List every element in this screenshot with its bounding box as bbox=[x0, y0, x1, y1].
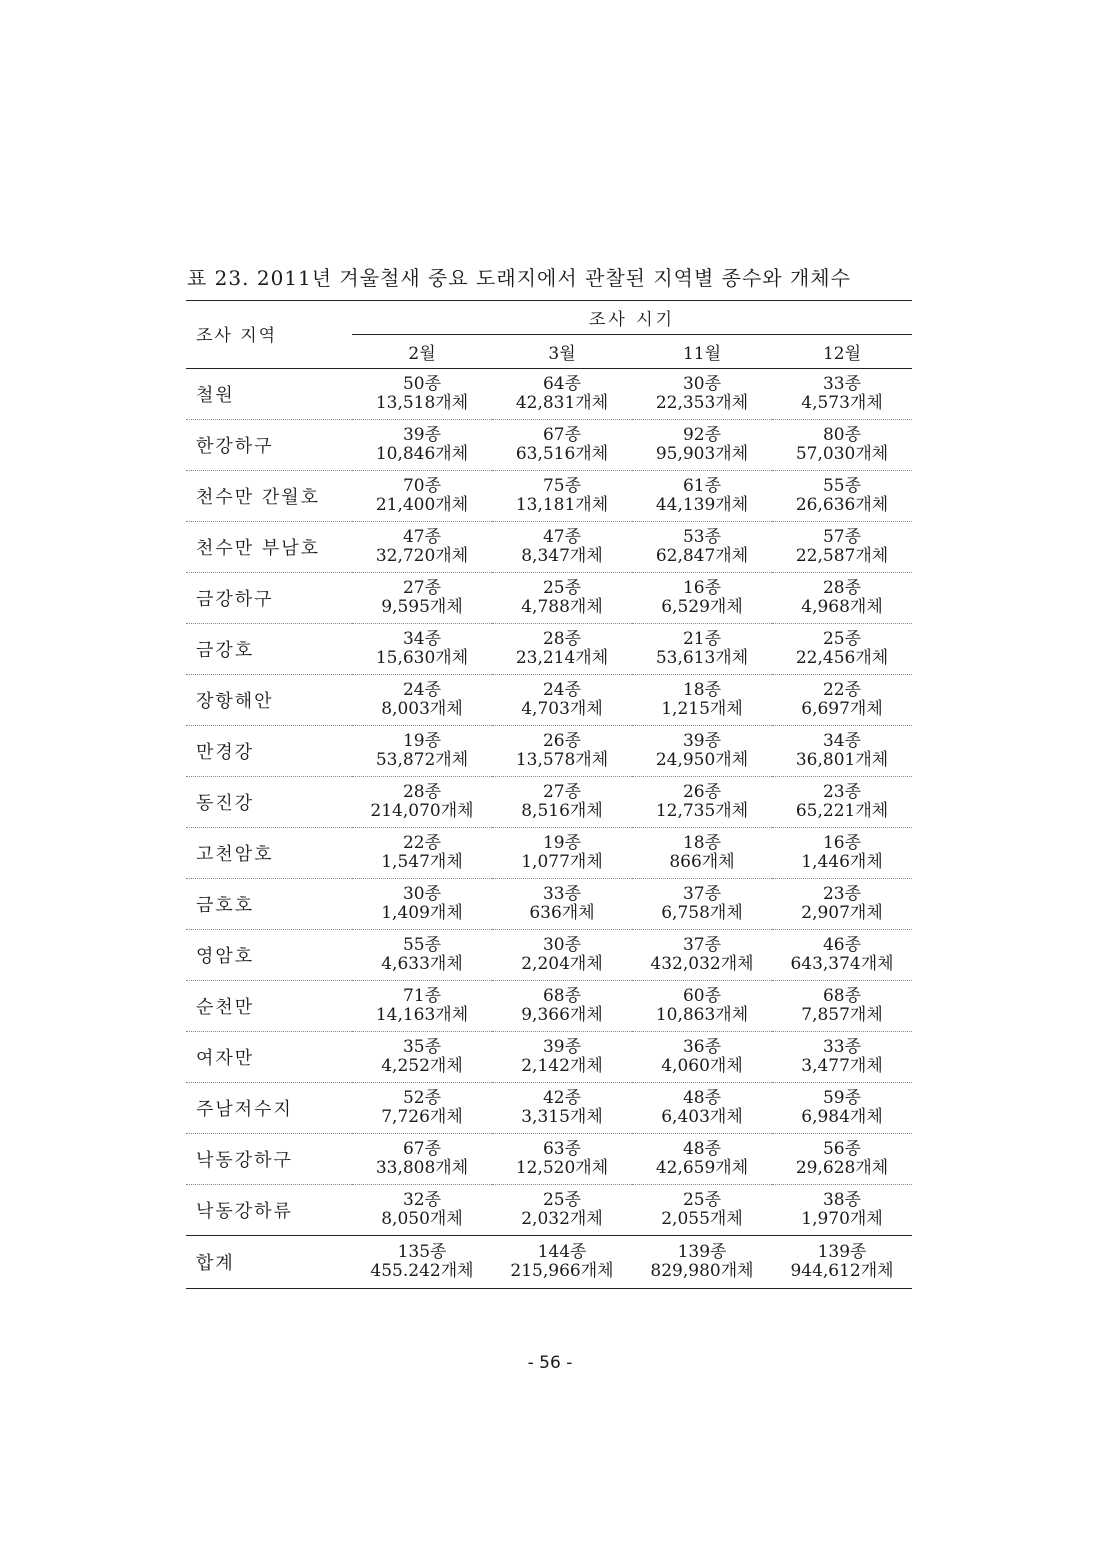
individual-count: 4,788개체 bbox=[521, 597, 603, 617]
individual-count: 3,477개체 bbox=[801, 1056, 883, 1076]
species-count: 28종 bbox=[822, 578, 862, 598]
individual-count: 4,060개체 bbox=[661, 1056, 743, 1076]
individual-count: 26,636개체 bbox=[795, 495, 889, 515]
data-cell bbox=[492, 1134, 632, 1185]
data-cell bbox=[492, 522, 632, 573]
table-row bbox=[186, 369, 912, 420]
species-count: 21종 bbox=[682, 629, 722, 649]
species-count: 61종 bbox=[682, 476, 722, 496]
species-count: 75종 bbox=[542, 476, 582, 496]
data-cell bbox=[772, 624, 912, 675]
species-count: 26종 bbox=[682, 782, 722, 802]
species-count: 23종 bbox=[822, 782, 862, 802]
species-count: 39종 bbox=[542, 1037, 582, 1057]
individual-count: 42,659개체 bbox=[655, 1158, 749, 1178]
species-count: 55종 bbox=[402, 935, 442, 955]
individual-count: 4,703개체 bbox=[521, 699, 603, 719]
species-count: 48종 bbox=[682, 1088, 722, 1108]
individual-count: 8,050개체 bbox=[381, 1209, 463, 1229]
data-cell bbox=[772, 981, 912, 1032]
individual-count: 1,409개체 bbox=[381, 903, 463, 923]
species-count: 59종 bbox=[822, 1088, 862, 1108]
individual-count: 6,697개체 bbox=[801, 699, 883, 719]
individual-count: 95,903개체 bbox=[655, 444, 749, 464]
individual-count: 33,808개체 bbox=[375, 1158, 469, 1178]
data-cell bbox=[352, 777, 492, 828]
individual-count: 455.242개체 bbox=[370, 1261, 474, 1281]
individual-count: 12,520개체 bbox=[515, 1158, 609, 1178]
data-cell bbox=[632, 1083, 772, 1134]
data-cell bbox=[772, 420, 912, 471]
species-count: 28종 bbox=[402, 782, 442, 802]
table-row bbox=[186, 1134, 912, 1185]
individual-count: 2,032개체 bbox=[521, 1209, 603, 1229]
species-count: 33종 bbox=[822, 1037, 862, 1057]
data-cell bbox=[772, 828, 912, 879]
region-name: 낙동강하류 bbox=[186, 1185, 352, 1236]
data-cell bbox=[352, 1134, 492, 1185]
individual-count: 2,204개체 bbox=[521, 954, 603, 974]
region-name: 금강호 bbox=[186, 624, 352, 675]
data-cell bbox=[492, 777, 632, 828]
data-cell bbox=[352, 675, 492, 726]
data-cell bbox=[492, 573, 632, 624]
data-cell bbox=[352, 879, 492, 930]
data-cell bbox=[352, 573, 492, 624]
individual-count: 6,984개체 bbox=[801, 1107, 883, 1127]
data-cell bbox=[492, 1185, 632, 1236]
individual-count: 1,215개체 bbox=[661, 699, 743, 719]
species-count: 68종 bbox=[822, 986, 862, 1006]
data-cell bbox=[352, 522, 492, 573]
region-name: 동진강 bbox=[186, 777, 352, 828]
region-column-header: 조사 지역 bbox=[186, 301, 352, 369]
species-count: 47종 bbox=[542, 527, 582, 547]
species-count: 37종 bbox=[682, 884, 722, 904]
individual-count: 44,139개체 bbox=[655, 495, 749, 515]
species-count: 135종 bbox=[397, 1242, 447, 1262]
species-count: 139종 bbox=[817, 1242, 867, 1262]
individual-count: 3,315개체 bbox=[521, 1107, 603, 1127]
species-count: 27종 bbox=[402, 578, 442, 598]
species-count: 42종 bbox=[542, 1088, 582, 1108]
data-cell bbox=[352, 471, 492, 522]
individual-count: 7,857개체 bbox=[801, 1005, 883, 1025]
species-count: 23종 bbox=[822, 884, 862, 904]
data-cell bbox=[772, 369, 912, 420]
data-cell bbox=[632, 471, 772, 522]
data-cell bbox=[772, 879, 912, 930]
species-count: 68종 bbox=[542, 986, 582, 1006]
data-cell bbox=[492, 369, 632, 420]
individual-count: 643,374개체 bbox=[790, 954, 894, 974]
species-count: 39종 bbox=[402, 425, 442, 445]
individual-count: 13,578개체 bbox=[515, 750, 609, 770]
species-count: 36종 bbox=[682, 1037, 722, 1057]
species-count: 50종 bbox=[402, 374, 442, 394]
species-count: 28종 bbox=[542, 629, 582, 649]
individual-count: 42,831개체 bbox=[515, 393, 609, 413]
individual-count: 4,573개체 bbox=[801, 393, 883, 413]
data-cell bbox=[632, 420, 772, 471]
species-count: 33종 bbox=[542, 884, 582, 904]
table-row bbox=[186, 777, 912, 828]
table-body bbox=[186, 369, 912, 1236]
data-cell bbox=[772, 522, 912, 573]
data-cell bbox=[772, 675, 912, 726]
table-caption: 표 23. 2011년 겨울철새 중요 도래지에서 관찰된 지역별 종수와 개체수 bbox=[187, 266, 851, 290]
individual-count: 944,612개체 bbox=[790, 1261, 894, 1281]
month-header: 11월 bbox=[632, 335, 772, 369]
data-cell bbox=[492, 1032, 632, 1083]
data-cell bbox=[772, 726, 912, 777]
individual-count: 4,633개체 bbox=[381, 954, 463, 974]
individual-count: 29,628개체 bbox=[795, 1158, 889, 1178]
individual-count: 9,595개체 bbox=[381, 597, 463, 617]
data-cell bbox=[492, 1083, 632, 1134]
data-cell bbox=[632, 1032, 772, 1083]
month-header: 3월 bbox=[492, 335, 632, 369]
data-cell bbox=[772, 930, 912, 981]
table-row bbox=[186, 573, 912, 624]
individual-count: 2,142개체 bbox=[521, 1056, 603, 1076]
data-cell bbox=[492, 471, 632, 522]
data-cell bbox=[352, 981, 492, 1032]
table-row bbox=[186, 1185, 912, 1236]
table-row bbox=[186, 1032, 912, 1083]
total-label: 합계 bbox=[186, 1236, 352, 1289]
individual-count: 215,966개체 bbox=[510, 1261, 614, 1281]
species-count: 22종 bbox=[822, 680, 862, 700]
data-cell bbox=[352, 624, 492, 675]
species-count: 32종 bbox=[402, 1190, 442, 1210]
region-name: 주남저수지 bbox=[186, 1083, 352, 1134]
data-cell bbox=[772, 1032, 912, 1083]
individual-count: 10,846개체 bbox=[375, 444, 469, 464]
individual-count: 22,456개체 bbox=[795, 648, 889, 668]
species-count: 19종 bbox=[542, 833, 582, 853]
individual-count: 13,518개체 bbox=[375, 393, 469, 413]
individual-count: 636개체 bbox=[529, 903, 595, 923]
species-count-table bbox=[186, 300, 912, 1289]
data-cell bbox=[632, 777, 772, 828]
individual-count: 866개체 bbox=[669, 852, 735, 872]
species-count: 30종 bbox=[402, 884, 442, 904]
species-count: 67종 bbox=[542, 425, 582, 445]
individual-count: 22,587개체 bbox=[795, 546, 889, 566]
individual-count: 36,801개체 bbox=[795, 750, 889, 770]
data-cell bbox=[492, 828, 632, 879]
table-row bbox=[186, 1083, 912, 1134]
region-name: 금호호 bbox=[186, 879, 352, 930]
individual-count: 53,872개체 bbox=[375, 750, 469, 770]
data-cell bbox=[352, 1032, 492, 1083]
species-count: 30종 bbox=[542, 935, 582, 955]
data-cell bbox=[772, 573, 912, 624]
data-cell bbox=[632, 981, 772, 1032]
individual-count: 21,400개체 bbox=[375, 495, 469, 515]
region-name: 장항해안 bbox=[186, 675, 352, 726]
table-row bbox=[186, 471, 912, 522]
individual-count: 32,720개체 bbox=[375, 546, 469, 566]
individual-count: 1,547개체 bbox=[381, 852, 463, 872]
species-count: 71종 bbox=[402, 986, 442, 1006]
data-cell bbox=[772, 471, 912, 522]
individual-count: 12,735개체 bbox=[655, 801, 749, 821]
species-count: 46종 bbox=[822, 935, 862, 955]
survey-period-header: 조사 시기 bbox=[352, 301, 912, 335]
data-cell bbox=[492, 420, 632, 471]
individual-count: 8,347개체 bbox=[521, 546, 603, 566]
individual-count: 2,907개체 bbox=[801, 903, 883, 923]
species-count: 30종 bbox=[682, 374, 722, 394]
region-name: 영암호 bbox=[186, 930, 352, 981]
data-cell bbox=[492, 624, 632, 675]
species-count: 16종 bbox=[822, 833, 862, 853]
species-count: 37종 bbox=[682, 935, 722, 955]
data-cell bbox=[772, 1083, 912, 1134]
species-count: 38종 bbox=[822, 1190, 862, 1210]
individual-count: 6,758개체 bbox=[661, 903, 743, 923]
data-cell bbox=[632, 879, 772, 930]
species-count: 25종 bbox=[542, 1190, 582, 1210]
species-count: 26종 bbox=[542, 731, 582, 751]
species-count: 63종 bbox=[542, 1139, 582, 1159]
individual-count: 57,030개체 bbox=[795, 444, 889, 464]
individual-count: 23,214개체 bbox=[515, 648, 609, 668]
data-cell bbox=[492, 726, 632, 777]
data-cell bbox=[632, 828, 772, 879]
total-row bbox=[186, 1236, 912, 1289]
species-count: 80종 bbox=[822, 425, 862, 445]
individual-count: 9,366개체 bbox=[521, 1005, 603, 1025]
data-cell bbox=[352, 1083, 492, 1134]
data-cell bbox=[492, 879, 632, 930]
species-count: 18종 bbox=[682, 833, 722, 853]
total-cell bbox=[492, 1236, 632, 1289]
data-cell bbox=[632, 624, 772, 675]
species-count: 48종 bbox=[682, 1139, 722, 1159]
data-cell bbox=[632, 573, 772, 624]
species-count: 18종 bbox=[682, 680, 722, 700]
species-count: 33종 bbox=[822, 374, 862, 394]
data-cell bbox=[352, 420, 492, 471]
individual-count: 6,403개체 bbox=[661, 1107, 743, 1127]
table-row bbox=[186, 828, 912, 879]
data-cell bbox=[772, 1185, 912, 1236]
species-count: 22종 bbox=[402, 833, 442, 853]
species-count: 34종 bbox=[822, 731, 862, 751]
species-count: 92종 bbox=[682, 425, 722, 445]
individual-count: 2,055개체 bbox=[661, 1209, 743, 1229]
species-count: 19종 bbox=[402, 731, 442, 751]
region-name: 만경강 bbox=[186, 726, 352, 777]
page-number: - 56 - bbox=[527, 1353, 573, 1373]
region-name: 한강하구 bbox=[186, 420, 352, 471]
individual-count: 432,032개체 bbox=[650, 954, 754, 974]
data-cell bbox=[632, 1134, 772, 1185]
individual-count: 1,077개체 bbox=[521, 852, 603, 872]
data-cell bbox=[632, 522, 772, 573]
species-count: 57종 bbox=[822, 527, 862, 547]
data-cell bbox=[352, 369, 492, 420]
total-cell bbox=[632, 1236, 772, 1289]
individual-count: 15,630개체 bbox=[375, 648, 469, 668]
data-cell bbox=[492, 981, 632, 1032]
individual-count: 4,968개체 bbox=[801, 597, 883, 617]
data-cell bbox=[632, 675, 772, 726]
individual-count: 7,726개체 bbox=[381, 1107, 463, 1127]
table-row bbox=[186, 624, 912, 675]
region-name: 철원 bbox=[186, 369, 352, 420]
species-count: 24종 bbox=[402, 680, 442, 700]
individual-count: 214,070개체 bbox=[370, 801, 474, 821]
table-row bbox=[186, 930, 912, 981]
species-count: 139종 bbox=[677, 1242, 727, 1262]
species-count: 27종 bbox=[542, 782, 582, 802]
data-cell bbox=[492, 930, 632, 981]
data-cell bbox=[632, 369, 772, 420]
data-cell bbox=[772, 1134, 912, 1185]
data-cell bbox=[632, 726, 772, 777]
table-row bbox=[186, 726, 912, 777]
region-name: 천수만 부남호 bbox=[186, 522, 352, 573]
species-count: 64종 bbox=[542, 374, 582, 394]
individual-count: 8,516개체 bbox=[521, 801, 603, 821]
individual-count: 63,516개체 bbox=[515, 444, 609, 464]
data-cell bbox=[352, 828, 492, 879]
data-cell bbox=[632, 930, 772, 981]
table-row bbox=[186, 420, 912, 471]
individual-count: 6,529개체 bbox=[661, 597, 743, 617]
species-count: 25종 bbox=[822, 629, 862, 649]
species-count: 35종 bbox=[402, 1037, 442, 1057]
table-row bbox=[186, 879, 912, 930]
species-count: 34종 bbox=[402, 629, 442, 649]
individual-count: 22,353개체 bbox=[655, 393, 749, 413]
region-name: 낙동강하구 bbox=[186, 1134, 352, 1185]
total-cell bbox=[352, 1236, 492, 1289]
table-row bbox=[186, 675, 912, 726]
species-count: 53종 bbox=[682, 527, 722, 547]
individual-count: 14,163개체 bbox=[375, 1005, 469, 1025]
species-count: 47종 bbox=[402, 527, 442, 547]
data-cell bbox=[632, 1185, 772, 1236]
species-count: 39종 bbox=[682, 731, 722, 751]
individual-count: 8,003개체 bbox=[381, 699, 463, 719]
data-cell bbox=[352, 726, 492, 777]
table-row bbox=[186, 981, 912, 1032]
region-name: 천수만 간월호 bbox=[186, 471, 352, 522]
region-name: 순천만 bbox=[186, 981, 352, 1032]
species-count: 144종 bbox=[537, 1242, 587, 1262]
individual-count: 65,221개체 bbox=[795, 801, 889, 821]
individual-count: 13,181개체 bbox=[515, 495, 609, 515]
individual-count: 24,950개체 bbox=[655, 750, 749, 770]
month-header: 12월 bbox=[772, 335, 912, 369]
species-count: 25종 bbox=[542, 578, 582, 598]
individual-count: 829,980개체 bbox=[650, 1261, 754, 1281]
species-count: 16종 bbox=[682, 578, 722, 598]
data-cell bbox=[352, 930, 492, 981]
individual-count: 1,446개체 bbox=[801, 852, 883, 872]
total-cell bbox=[772, 1236, 912, 1289]
species-count: 60종 bbox=[682, 986, 722, 1006]
species-count: 25종 bbox=[682, 1190, 722, 1210]
species-count: 67종 bbox=[402, 1139, 442, 1159]
individual-count: 53,613개체 bbox=[655, 648, 749, 668]
species-count: 24종 bbox=[542, 680, 582, 700]
individual-count: 4,252개체 bbox=[381, 1056, 463, 1076]
data-cell bbox=[492, 675, 632, 726]
region-name: 고천암호 bbox=[186, 828, 352, 879]
data-cell bbox=[772, 777, 912, 828]
individual-count: 10,863개체 bbox=[655, 1005, 749, 1025]
individual-count: 62,847개체 bbox=[655, 546, 749, 566]
month-header: 2월 bbox=[352, 335, 492, 369]
table-row bbox=[186, 522, 912, 573]
species-count: 56종 bbox=[822, 1139, 862, 1159]
data-cell bbox=[352, 1185, 492, 1236]
species-count: 55종 bbox=[822, 476, 862, 496]
species-count: 70종 bbox=[402, 476, 442, 496]
region-name: 금강하구 bbox=[186, 573, 352, 624]
individual-count: 1,970개체 bbox=[801, 1209, 883, 1229]
species-count: 52종 bbox=[402, 1088, 442, 1108]
region-name: 여자만 bbox=[186, 1032, 352, 1083]
